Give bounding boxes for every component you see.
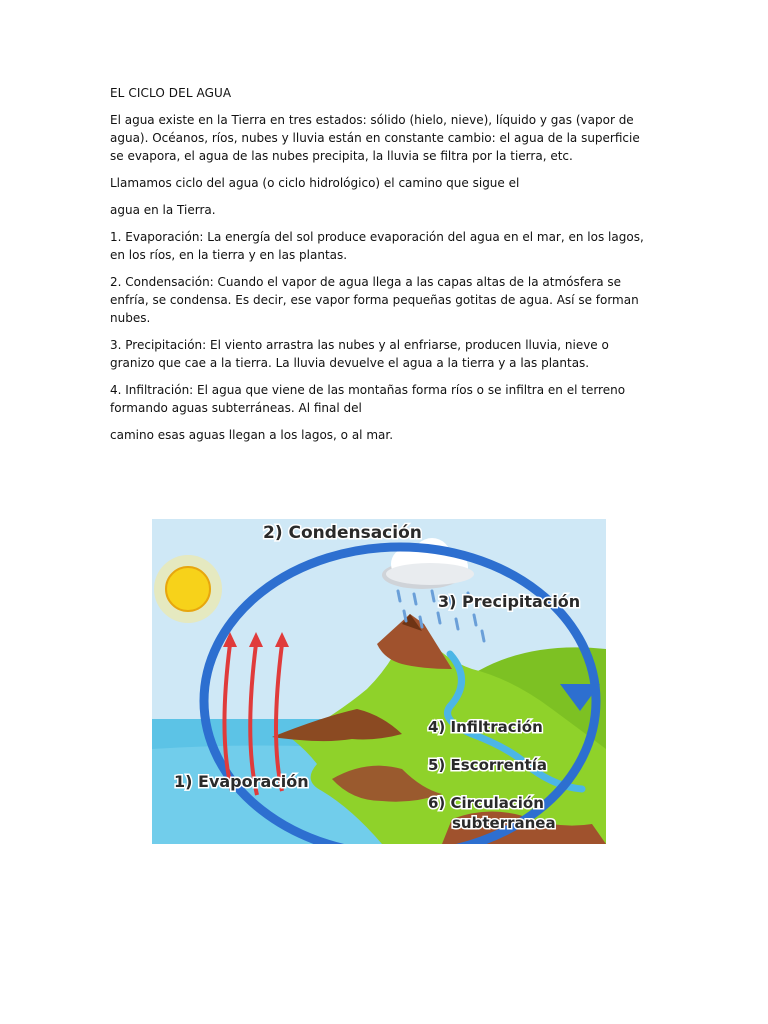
- paragraph-definition-2: agua en la Tierra.: [110, 203, 216, 217]
- paragraph-precipitacion: 3. Precipitación: El viento arrastra las nubes y al enfriarse, producen lluvia, nieve o granizo que cae a la tierra. La lluvia devuelve el agua a la tierra y a las plantas.: [110, 338, 609, 370]
- paragraph-evaporacion: 1. Evaporación: La energía del sol produce evaporación del agua en el mar, en los lagos, en los ríos, en la tierra y en las plantas.: [110, 230, 644, 262]
- paragraph-infiltracion-1: 4. Infiltración: El agua que viene de las montañas forma ríos o se infiltra en el terreno formando aguas subterráneas. Al final del: [110, 383, 626, 415]
- water-cycle-illustration: [152, 519, 606, 844]
- label-escorrentia: 5) Escorrentía: [428, 756, 547, 774]
- water-cycle-diagram: [152, 519, 606, 844]
- sun-icon: [166, 567, 210, 611]
- label-evaporacion: 1) Evaporación: [174, 772, 309, 791]
- label-precipitacion: 3) Precipitación: [438, 592, 581, 611]
- document-title: EL CICLO DEL AGUA: [110, 86, 232, 100]
- paragraph-definition-1: Llamamos ciclo del agua (o ciclo hidrológico) el camino que sigue el: [110, 176, 520, 190]
- label-infiltracion: 4) Infiltración: [428, 718, 543, 736]
- paragraph-infiltracion-2: camino esas aguas llegan a los lagos, o al mar.: [110, 428, 394, 442]
- document-body: [110, 86, 655, 453]
- label-circulacion-2: subterranea: [452, 814, 556, 832]
- label-circulacion-1: 6) Circulación: [428, 794, 544, 812]
- label-condensacion: 2) Condensación: [263, 523, 422, 543]
- paragraph-intro: El agua existe en la Tierra en tres estados: sólido (hielo, nieve), líquido y gas (vapor de agua). Océanos, ríos, nubes y lluvia están en constante cambio: el agua de la superficie se evapora, el agua de las nubes precipita, la lluvia se filtra por la tierra, etc.: [110, 113, 640, 163]
- paragraph-condensacion: 2. Condensación: Cuando el vapor de agua llega a las capas altas de la atmósfera se enfría, se condensa. Es decir, ese vapor forma pequeñas gotitas de agua. Así se forman nubes.: [110, 275, 639, 325]
